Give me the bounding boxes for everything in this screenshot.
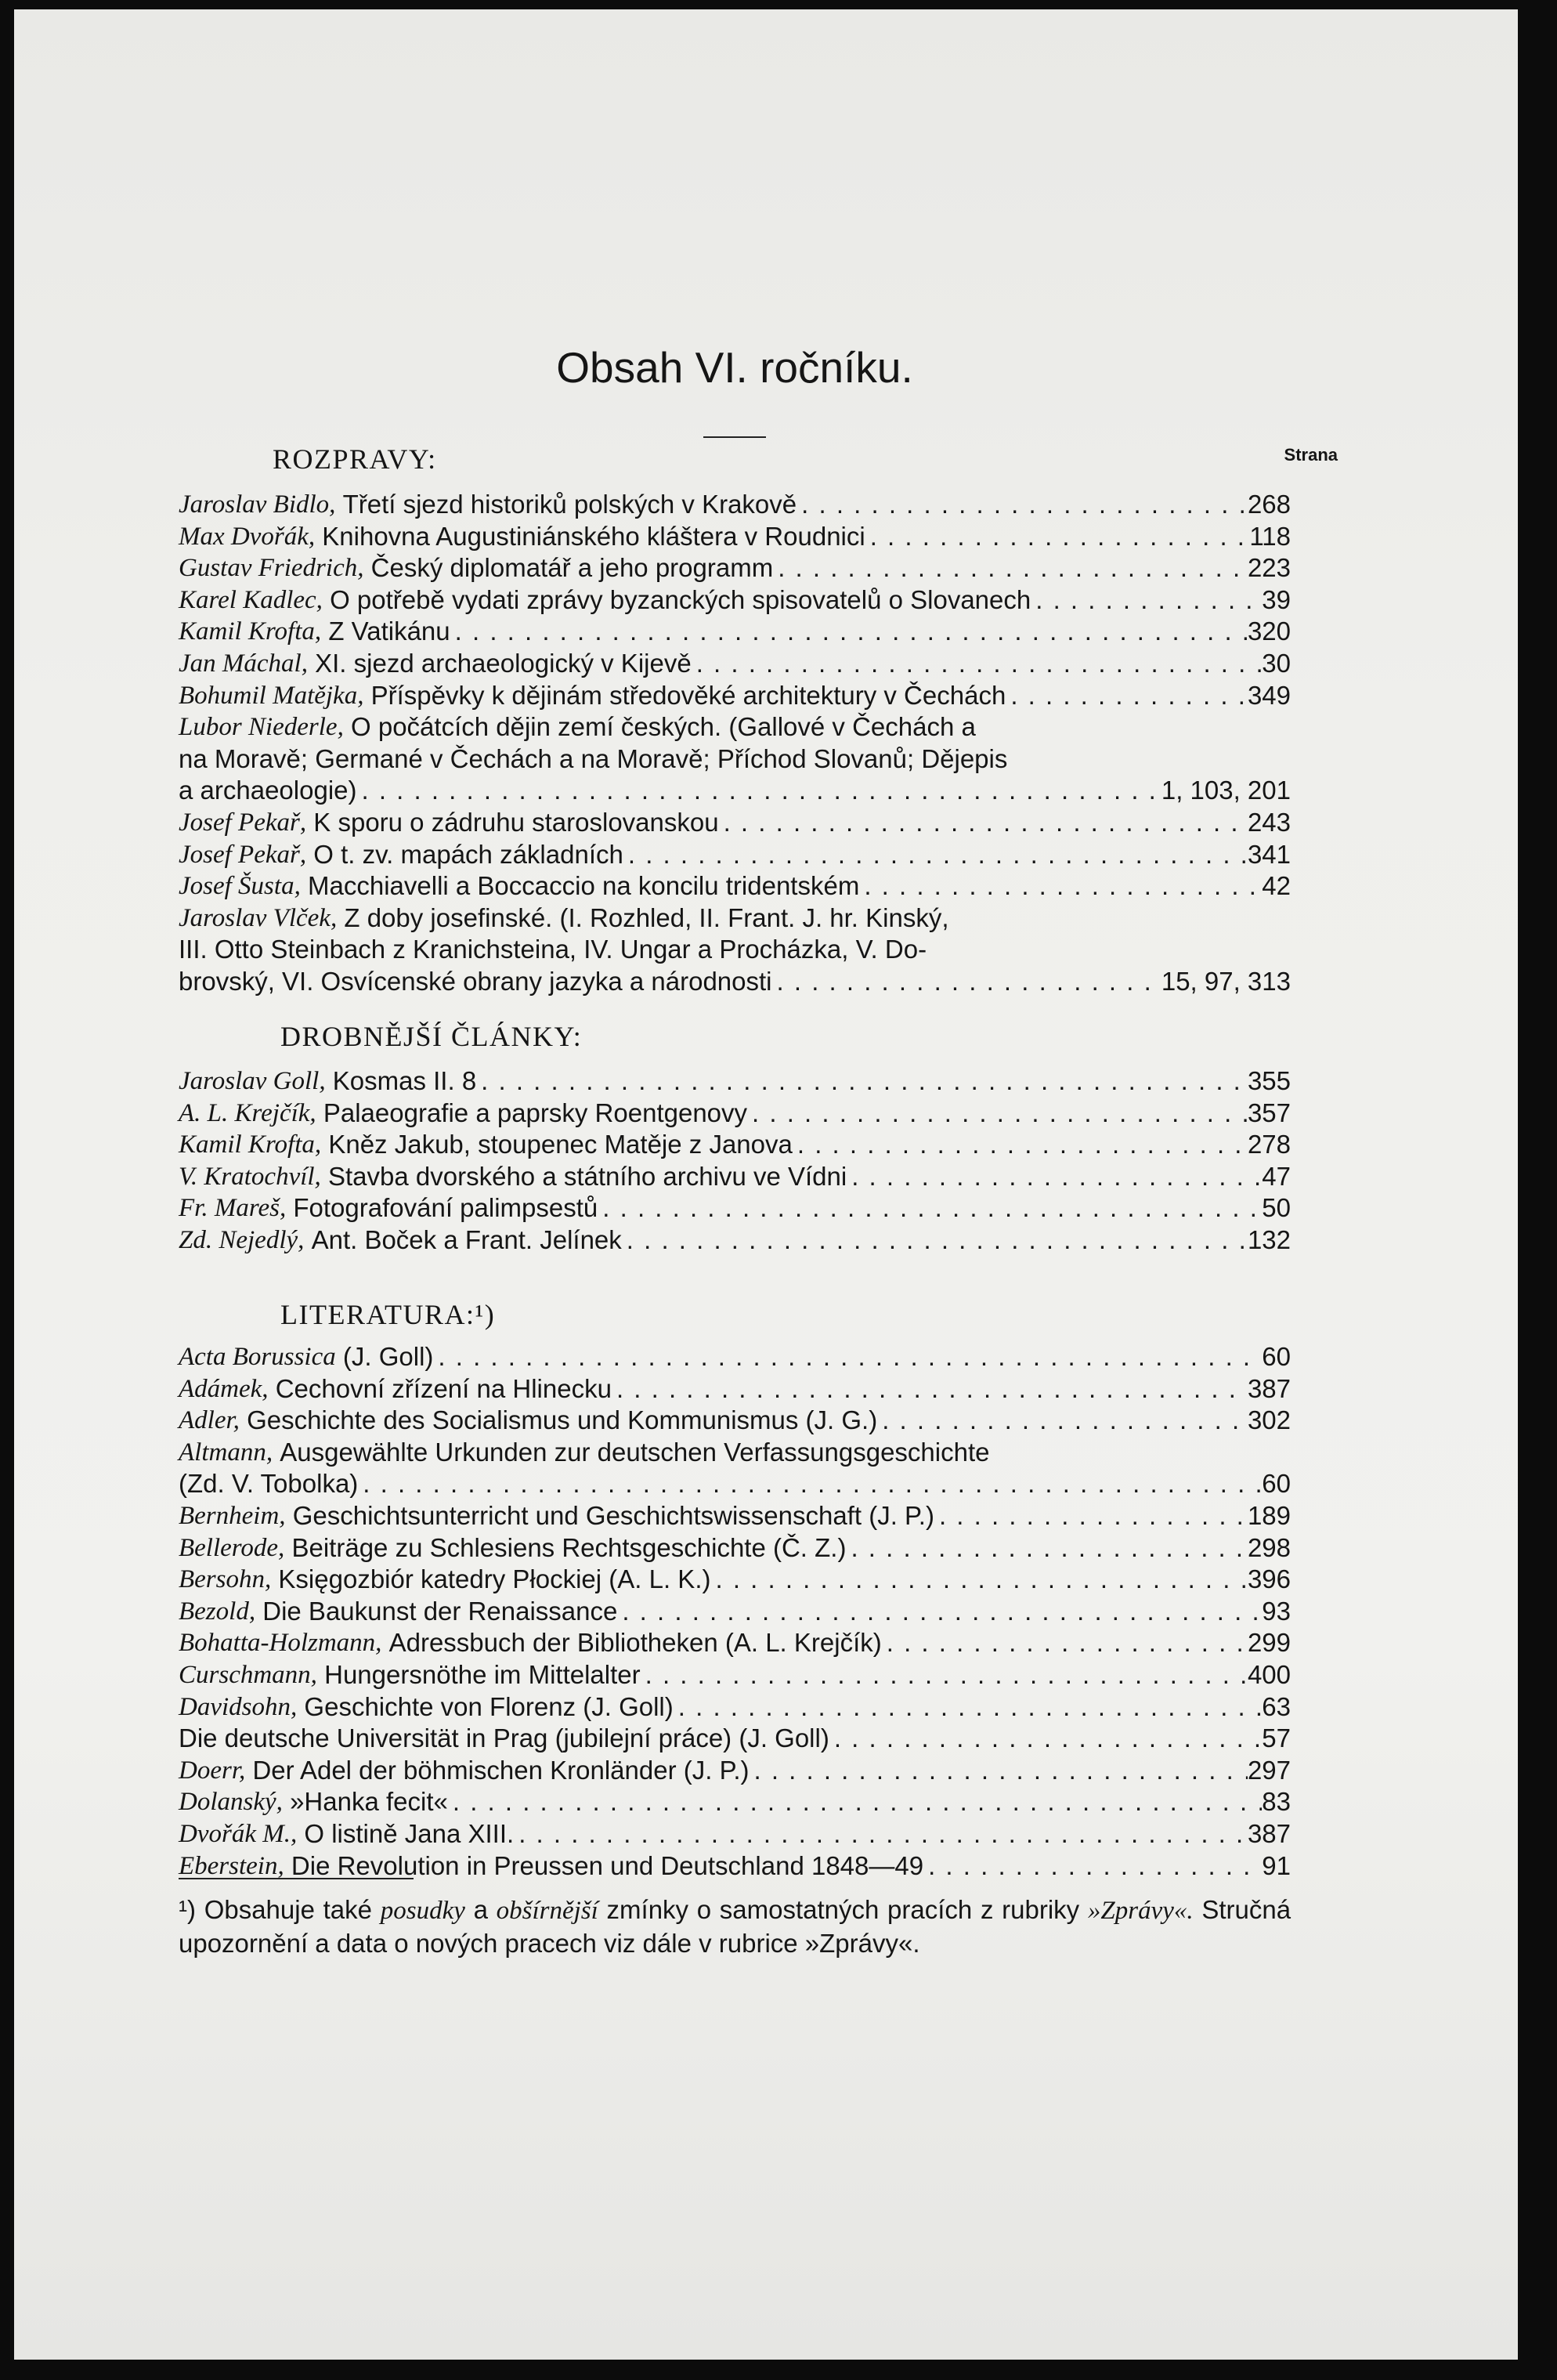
footnote-text: Stručná upozornění a data o nových pracech viz dále v rubrice »Zprávy«. bbox=[179, 1895, 1291, 1958]
toc-entry-line bbox=[179, 1405, 1291, 1437]
dot-leader bbox=[1006, 680, 1248, 712]
toc-entry bbox=[179, 521, 1291, 553]
entry-author: Fr. Mareš, bbox=[179, 1194, 287, 1223]
toc-entry-line bbox=[179, 1224, 1291, 1257]
entry-page-number: 396 bbox=[1247, 1564, 1291, 1594]
toc-entry-line bbox=[179, 1532, 1291, 1564]
entry-title: Český diplomatář a jeho programm bbox=[370, 553, 774, 583]
toc-entry bbox=[179, 1373, 1291, 1405]
entry-page-number: 349 bbox=[1247, 680, 1291, 710]
entry-page-number: 118 bbox=[1249, 521, 1291, 551]
entry-title: Kněz Jakub, stoupenec Matěje z Janova bbox=[328, 1130, 793, 1159]
entry-page-number: 268 bbox=[1247, 490, 1291, 519]
dot-leader bbox=[692, 648, 1263, 680]
footnote-rule bbox=[179, 1878, 414, 1879]
toc-entry-line bbox=[179, 1468, 1291, 1500]
entry-page-number: 302 bbox=[1247, 1405, 1291, 1435]
entry-page-number: 47 bbox=[1262, 1161, 1291, 1191]
toc-entry-line bbox=[179, 1129, 1291, 1161]
footnote-text: a bbox=[473, 1895, 488, 1924]
entry-author: Bellerode, bbox=[179, 1533, 285, 1562]
dot-leader bbox=[750, 1755, 1248, 1787]
entry-page-number: 42 bbox=[1262, 871, 1291, 901]
toc-entry bbox=[179, 1596, 1291, 1628]
section-list-rozpravy bbox=[179, 489, 1291, 998]
toc-entry-line bbox=[179, 807, 1291, 839]
dot-leader bbox=[923, 1850, 1262, 1883]
dot-leader bbox=[450, 616, 1248, 648]
page bbox=[14, 9, 1518, 2360]
toc-entry bbox=[179, 489, 1291, 521]
dot-leader bbox=[623, 839, 1248, 871]
toc-entry bbox=[179, 616, 1291, 648]
entry-author: Jaroslav Bidlo, bbox=[179, 490, 336, 519]
entry-title: Cechovní zřízení na Hlinecku bbox=[275, 1373, 612, 1403]
footnote-italic: »Zprávy«. bbox=[1087, 1897, 1194, 1925]
toc-entry-line bbox=[179, 489, 1291, 521]
entry-title: Fotografování palimpsestů bbox=[293, 1193, 598, 1223]
entry-page-number: 297 bbox=[1247, 1755, 1291, 1785]
toc-entry-line bbox=[179, 1192, 1291, 1224]
toc-entry-line bbox=[179, 1373, 1291, 1405]
entry-title: a archaeologie) bbox=[179, 776, 357, 805]
entry-author: V. Kratochvíl, bbox=[179, 1162, 321, 1191]
toc-entry bbox=[179, 1437, 1291, 1500]
entry-author: Kamil Krofta, bbox=[179, 1130, 322, 1159]
toc-entry bbox=[179, 648, 1291, 680]
toc-entry bbox=[179, 1627, 1291, 1659]
section-heading-rozpravy: ROZPRAVY: bbox=[273, 443, 437, 475]
toc-entry-line bbox=[179, 1786, 1291, 1818]
entry-page-number: 93 bbox=[1262, 1596, 1291, 1626]
entry-title: O t. zv. mapách základních bbox=[313, 839, 623, 869]
dot-leader bbox=[476, 1065, 1248, 1098]
toc-entry-line bbox=[179, 521, 1291, 553]
entry-author: Zd. Nejedlý, bbox=[179, 1225, 305, 1254]
dot-leader bbox=[934, 1500, 1248, 1532]
toc-entry bbox=[179, 1129, 1291, 1161]
dot-leader bbox=[773, 552, 1248, 584]
entry-page-number: 50 bbox=[1262, 1193, 1291, 1223]
toc-entry bbox=[179, 711, 1291, 807]
toc-entry bbox=[179, 1691, 1291, 1724]
entry-author: Karel Kadlec, bbox=[179, 585, 323, 614]
footnote-text: zmínky o samostatných pracích z rubriky bbox=[606, 1895, 1080, 1924]
dot-leader bbox=[357, 775, 1161, 807]
entry-title: Adressbuch der Bibliotheken (A. L. Krejčík) bbox=[388, 1628, 882, 1658]
toc-entry-line bbox=[179, 1500, 1291, 1532]
entry-author: Kamil Krofta, bbox=[179, 617, 322, 646]
entry-author: Bohatta-Holzmann, bbox=[179, 1629, 382, 1658]
dot-leader bbox=[674, 1691, 1263, 1724]
entry-author: Adler, bbox=[179, 1406, 240, 1435]
entry-title: Die deutsche Universität in Prag (jubilejní práce) (J. Goll) bbox=[179, 1724, 829, 1753]
entry-author: Altmann, bbox=[179, 1438, 273, 1467]
toc-entry bbox=[179, 839, 1291, 871]
dot-leader bbox=[448, 1786, 1262, 1818]
section-list-literatura bbox=[179, 1341, 1291, 1882]
dot-leader bbox=[617, 1596, 1262, 1628]
entry-author: Bohumil Matějka, bbox=[179, 681, 364, 710]
entry-page-number: 223 bbox=[1247, 553, 1291, 583]
entry-author: Davidsohn, bbox=[179, 1692, 298, 1721]
toc-entry-line bbox=[179, 870, 1291, 902]
toc-entry-line bbox=[179, 616, 1291, 648]
footnote-marker: ¹) bbox=[179, 1895, 196, 1924]
toc-entry-line bbox=[179, 966, 1291, 998]
entry-title: III. Otto Steinbach z Kranichsteina, IV. Ungar a Procházka, V. Do- bbox=[179, 935, 927, 964]
toc-entry bbox=[179, 870, 1291, 902]
dot-leader bbox=[514, 1818, 1248, 1850]
entry-author: Josef Pekař, bbox=[179, 840, 307, 869]
toc-entry-line bbox=[179, 584, 1291, 617]
toc-entry-line bbox=[179, 775, 1291, 807]
section-heading-literatura: LITERATURA:¹) bbox=[280, 1299, 496, 1330]
entry-page-number: 39 bbox=[1262, 584, 1291, 614]
dot-leader bbox=[859, 870, 1262, 902]
entry-title: O počátcích dějin zemí českých. (Gallové v Čechách a bbox=[351, 712, 976, 742]
dot-leader bbox=[877, 1405, 1248, 1437]
entry-author: Jan Máchal, bbox=[179, 649, 308, 678]
toc-entry-line bbox=[179, 1723, 1291, 1755]
entry-title: K sporu o zádruhu staroslovanskou bbox=[313, 807, 719, 837]
toc-entry bbox=[179, 807, 1291, 839]
entry-author: Josef Pekař, bbox=[179, 808, 307, 837]
dot-leader bbox=[612, 1373, 1248, 1405]
dot-leader bbox=[433, 1341, 1262, 1373]
entry-title: Ant. Boček a Frant. Jelínek bbox=[311, 1224, 622, 1254]
entry-page-number: 60 bbox=[1262, 1342, 1291, 1371]
toc-entry bbox=[179, 1532, 1291, 1564]
dot-leader bbox=[797, 489, 1248, 521]
toc-entry-line bbox=[179, 648, 1291, 680]
toc-entry bbox=[179, 1098, 1291, 1130]
toc-entry bbox=[179, 1850, 1291, 1883]
entry-title: (Zd. V. Tobolka) bbox=[179, 1469, 359, 1499]
toc-entry-line bbox=[179, 839, 1291, 871]
entry-page-number: 278 bbox=[1247, 1130, 1291, 1159]
entry-title: XI. sjezd archaeologický v Kijevě bbox=[315, 648, 692, 678]
toc-entry bbox=[179, 584, 1291, 617]
toc-entry bbox=[179, 1192, 1291, 1224]
entry-title: (J. Goll) bbox=[342, 1342, 434, 1371]
entry-title: Beiträge zu Schlesiens Rechtsgeschichte (Č. Z.) bbox=[291, 1532, 847, 1562]
entry-page-number: 91 bbox=[1262, 1850, 1291, 1880]
column-header-pages: Strana bbox=[1284, 445, 1338, 465]
toc-entry-line bbox=[179, 680, 1291, 712]
toc-entry bbox=[179, 1405, 1291, 1437]
entry-page-number: 400 bbox=[1247, 1659, 1291, 1689]
entry-author: Curschmann, bbox=[179, 1660, 317, 1689]
entry-author: Max Dvořák, bbox=[179, 522, 316, 551]
dot-leader bbox=[598, 1192, 1262, 1224]
dot-leader bbox=[641, 1659, 1248, 1691]
footnote-text: Obsahuje také bbox=[204, 1895, 373, 1924]
toc-entry bbox=[179, 1786, 1291, 1818]
entry-page-number: 1, 103, 201 bbox=[1161, 776, 1291, 805]
entry-author: Gustav Friedrich, bbox=[179, 554, 364, 583]
entry-title: Geschichte des Socialismus und Kommunismus (J. G.) bbox=[247, 1405, 878, 1435]
entry-title: Příspěvky k dějinám středověké architektury v Čechách bbox=[370, 680, 1006, 710]
entry-author: Bezold, bbox=[179, 1597, 256, 1626]
toc-entry-line bbox=[179, 1850, 1291, 1883]
entry-author: Dvořák M., bbox=[179, 1819, 298, 1848]
entry-page-number: 60 bbox=[1262, 1469, 1291, 1499]
toc-entry bbox=[179, 1224, 1291, 1257]
entry-title: Hungersnöthe im Mittelalter bbox=[324, 1659, 641, 1689]
entry-page-number: 357 bbox=[1247, 1098, 1291, 1127]
footnote bbox=[179, 1894, 1291, 1959]
dot-leader bbox=[719, 807, 1248, 839]
entry-author: Dolanský, bbox=[179, 1788, 283, 1817]
toc-entry bbox=[179, 1659, 1291, 1691]
dot-leader bbox=[772, 966, 1161, 998]
entry-author: Doerr, bbox=[179, 1756, 246, 1785]
page-title: Obsah VI. ročníku. bbox=[556, 343, 913, 392]
toc-entry bbox=[179, 552, 1291, 584]
entry-title: Ausgewählte Urkunden zur deutschen Verfassungsgeschichte bbox=[280, 1437, 990, 1467]
entry-author: Lubor Niederle, bbox=[179, 713, 344, 742]
entry-author: Eberstein, bbox=[179, 1851, 284, 1880]
toc-entry-line bbox=[179, 1564, 1291, 1596]
dot-leader bbox=[710, 1564, 1247, 1596]
toc-entry-line bbox=[179, 902, 1291, 935]
entry-author: A. L. Krejčík, bbox=[179, 1098, 316, 1127]
section-heading-drobnejsi: DROBNĚJŠÍ ČLÁNKY: bbox=[280, 1021, 583, 1052]
toc-entry bbox=[179, 1818, 1291, 1850]
entry-title: Księgozbiór katedry Płockiej (A. L. K.) bbox=[278, 1564, 711, 1594]
toc-entry-line bbox=[179, 1659, 1291, 1691]
entry-title: brovský, VI. Osvícenské obrany jazyka a národnosti bbox=[179, 966, 772, 996]
entry-author: Bernheim, bbox=[179, 1501, 286, 1530]
entry-title: Der Adel der böhmischen Kronländer (J. P.) bbox=[252, 1755, 750, 1785]
entry-author: Jaroslav Vlček, bbox=[179, 903, 338, 932]
dot-leader bbox=[829, 1723, 1262, 1755]
footnote-italic: obšírnější bbox=[496, 1897, 598, 1925]
entry-title: O potřebě vydati zprávy byzanckých spisovatelů o Slovanech bbox=[330, 584, 1031, 614]
entry-page-number: 320 bbox=[1247, 617, 1291, 646]
dot-leader bbox=[846, 1532, 1247, 1564]
toc-entry-line bbox=[179, 1691, 1291, 1724]
entry-author: Josef Šusta, bbox=[179, 872, 301, 901]
toc-entry-line bbox=[179, 1596, 1291, 1628]
entry-page-number: 355 bbox=[1247, 1066, 1291, 1095]
toc-entry bbox=[179, 1065, 1291, 1098]
entry-title: »Hanka fecit« bbox=[290, 1787, 448, 1817]
toc-entry bbox=[179, 1755, 1291, 1787]
dot-leader bbox=[882, 1627, 1248, 1659]
entry-title: Z Vatikánu bbox=[328, 617, 450, 646]
entry-page-number: 15, 97, 313 bbox=[1161, 966, 1291, 996]
entry-title: O listině Jana XIII. bbox=[304, 1818, 515, 1848]
entry-title: Z doby josefinské. (I. Rozhled, II. Frant. J. hr. Kinský, bbox=[344, 902, 949, 932]
entry-title: Palaeografie a paprsky Roentgenovy bbox=[323, 1098, 748, 1127]
entry-author: Bersohn, bbox=[179, 1565, 272, 1594]
entry-page-number: 387 bbox=[1247, 1373, 1291, 1403]
entry-title: Die Revolution in Preussen und Deutschland 1848—49 bbox=[291, 1850, 924, 1880]
toc-entry-line bbox=[179, 711, 1291, 743]
dot-leader bbox=[793, 1129, 1248, 1161]
entry-title: Třetí sjezd historiků polských v Krakově bbox=[342, 490, 797, 519]
entry-page-number: 387 bbox=[1247, 1818, 1291, 1848]
entry-author: Adámek, bbox=[179, 1374, 269, 1403]
toc-entry-line bbox=[179, 1098, 1291, 1130]
toc-entry-line bbox=[179, 1818, 1291, 1850]
toc-entry bbox=[179, 1161, 1291, 1193]
entry-title: na Moravě; Germané v Čechách a na Moravě; Příchod Slovanů; Dějepis bbox=[179, 743, 1008, 773]
toc-entry-line bbox=[179, 1161, 1291, 1193]
entry-title: Stavba dvorského a státního archivu ve Vídni bbox=[327, 1161, 847, 1191]
entry-title: Kosmas II. 8 bbox=[332, 1066, 477, 1095]
dot-leader bbox=[1031, 584, 1262, 617]
toc-entry-line bbox=[179, 934, 1291, 966]
entry-page-number: 30 bbox=[1262, 648, 1291, 678]
entry-page-number: 243 bbox=[1247, 807, 1291, 837]
dot-leader bbox=[358, 1468, 1262, 1500]
toc-entry-line bbox=[179, 1437, 1291, 1469]
toc-entry-line bbox=[179, 1341, 1291, 1373]
entry-page-number: 189 bbox=[1247, 1500, 1291, 1530]
toc-entry bbox=[179, 902, 1291, 998]
dot-leader bbox=[865, 521, 1250, 553]
entry-title: Geschichte von Florenz (J. Goll) bbox=[304, 1691, 674, 1721]
entry-page-number: 83 bbox=[1262, 1787, 1291, 1817]
toc-entry bbox=[179, 680, 1291, 712]
dot-leader bbox=[622, 1224, 1248, 1257]
toc-entry bbox=[179, 1723, 1291, 1755]
toc-entry bbox=[179, 1564, 1291, 1596]
entry-title: Die Baukunst der Renaissance bbox=[262, 1596, 618, 1626]
dot-leader bbox=[747, 1098, 1248, 1130]
toc-entry-line bbox=[179, 1627, 1291, 1659]
entry-page-number: 298 bbox=[1247, 1532, 1291, 1562]
entry-title: Geschichtsunterricht und Geschichtswissenschaft (J. P.) bbox=[292, 1500, 934, 1530]
toc-entry bbox=[179, 1341, 1291, 1373]
toc-entry-line bbox=[179, 1065, 1291, 1098]
section-list-drobnejsi bbox=[179, 1065, 1291, 1257]
title-rule bbox=[703, 436, 766, 438]
entry-title: Macchiavelli a Boccaccio na koncilu tridentském bbox=[308, 871, 860, 901]
entry-author: Acta Borussica bbox=[179, 1343, 336, 1371]
toc-entry-line bbox=[179, 552, 1291, 584]
entry-page-number: 299 bbox=[1247, 1628, 1291, 1658]
entry-page-number: 132 bbox=[1247, 1224, 1291, 1254]
entry-page-number: 57 bbox=[1262, 1724, 1291, 1753]
toc-entry bbox=[179, 1500, 1291, 1532]
toc-entry-line bbox=[179, 743, 1291, 776]
entry-page-number: 341 bbox=[1247, 839, 1291, 869]
entry-page-number: 63 bbox=[1262, 1691, 1291, 1721]
toc-entry-line bbox=[179, 1755, 1291, 1787]
entry-author: Jaroslav Goll, bbox=[179, 1067, 326, 1095]
footnote-italic: posudky bbox=[380, 1897, 465, 1925]
entry-title: Knihovna Augustiniánského kláštera v Roudnici bbox=[322, 521, 865, 551]
dot-leader bbox=[847, 1161, 1262, 1193]
